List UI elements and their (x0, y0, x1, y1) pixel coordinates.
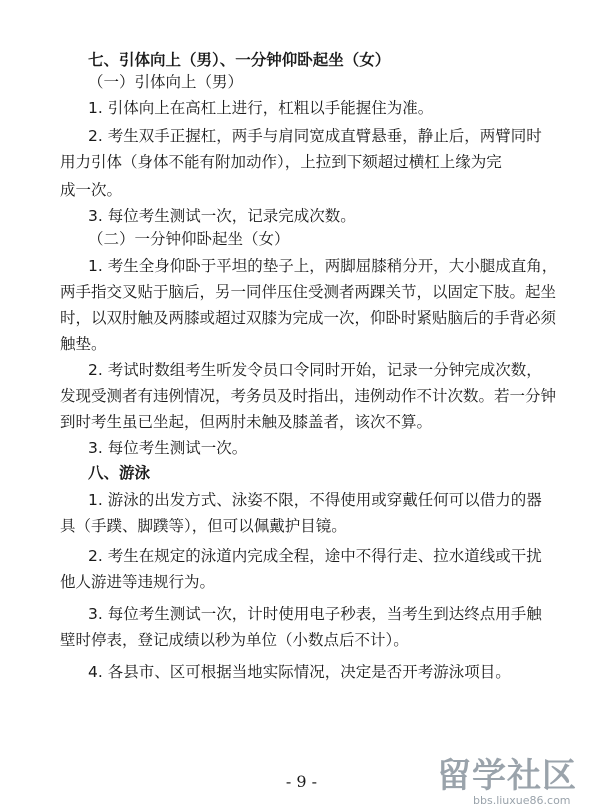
paragraph-line: 具（手蹼、脚蹼等），但可以佩戴护目镜。 (60, 517, 347, 535)
subsection-heading-situps: （二）一分钟仰卧起坐（女） (88, 230, 290, 248)
watermark-url: bbs.liuxue86.com (473, 794, 571, 807)
watermark-logo: 留学社区 (437, 756, 577, 796)
paragraph-line: 用力引体（身体不能有附加动作），上拉到下颏超过横杠上缘为完 (60, 153, 502, 171)
section-heading-8: 八、游泳 (88, 464, 151, 482)
paragraph-line: 3. 每位考生测试一次，记录完成次数。 (88, 207, 356, 225)
paragraph-line: 3. 每位考生测试一次，计时使用电子秒表，当考生到达终点用手触 (88, 605, 542, 623)
paragraph-line: 壁时停表，登记成绩以秒为单位（小数点后不计）。 (60, 631, 409, 649)
paragraph-line: 2. 考试时数组考生听发令员口令同时开始，记录一分钟完成次数， (88, 361, 542, 379)
paragraph-line: 他人游进等违规行为。 (60, 573, 216, 591)
subsection-heading-pullups: （一）引体向上（男） (88, 73, 244, 91)
watermark (437, 758, 597, 810)
paragraph-line: 2. 考生在规定的泳道内完成全程，途中不得行走、拉水道线或干扰 (88, 547, 542, 565)
section-heading-7: 七、引体向上（男）、一分钟仰卧起坐（女） (88, 51, 391, 69)
paragraph-line: 1. 引体向上在高杠上进行，杠粗以手能握住为准。 (88, 99, 434, 117)
paragraph-line: 成一次。 (60, 181, 123, 199)
paragraph-line: 3. 每位考生测试一次。 (88, 439, 248, 457)
paragraph-line: 1. 游泳的出发方式、泳姿不限，不得使用或穿戴任何可以借力的器 (88, 491, 542, 509)
paragraph-line: 两手指交叉贴于脑后，另一同伴压住受测者两踝关节，以固定下肢。起坐 (60, 283, 557, 301)
page-number: - 9 - (285, 772, 318, 791)
paragraph-line: 时，以双肘触及两膝或超过双膝为完成一次，仰卧时紧贴脑后的手背必须 (60, 309, 557, 327)
paragraph-line: 触垫。 (60, 335, 107, 353)
paragraph-line: 4. 各县市、区可根据当地实际情况，决定是否开考游泳项目。 (88, 663, 511, 681)
paragraph-line: 到时考生虽已坐起，但两肘未触及膝盖者，该次不算。 (60, 413, 433, 431)
paragraph-line: 1. 考生全身仰卧于平坦的垫子上，两脚屈膝稍分开，大小腿成直角， (88, 257, 558, 275)
paragraph-line: 发现受测者有违例情况，考务员及时指出，违例动作不计次数。若一分钟 (60, 387, 557, 405)
paragraph-line: 2. 考生双手正握杠，两手与肩同宽成直臂悬垂，静止后，两臂同时 (88, 127, 542, 145)
